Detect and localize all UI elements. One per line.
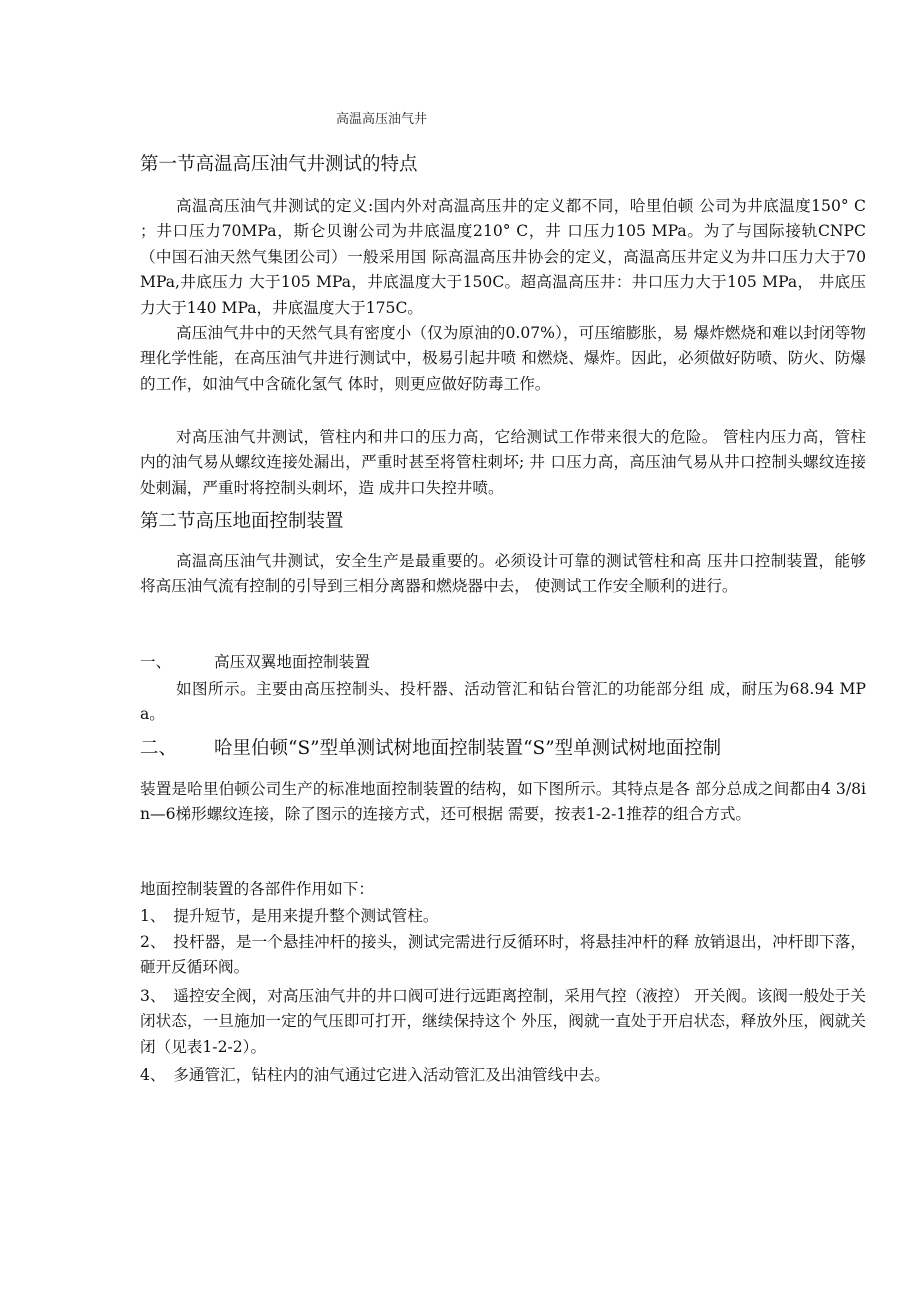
section1-heading: 第一节高温高压油气井测试的特点 <box>140 154 418 175</box>
subsection2-number: 二、 <box>140 738 178 759</box>
component-item-2-number: 2、 <box>140 933 166 951</box>
component-item-3-text: 遥控安全阀，对高压油气井的井口阀可进行远距离控制，采用气控（液控） 开关阀。该阀一般处于关闭状态，一旦施加一定的气压即可打开，继续保持这个 外压，阀就一直处于开启状态，释放外压，阀就关闭（见表1-2-2）。 <box>140 987 866 1056</box>
section2-paragraph-1: 高温高压油气井测试，安全生产是最重要的。必须设计可靠的测试管柱和高 压井口控制装置，能够将高压油气流有控制的引导到三相分离器和燃烧器中去， 使测试工作安全顺利的进行。 <box>140 552 866 596</box>
component-item-1 <box>140 904 866 929</box>
subsection1-number: 一、 <box>140 653 172 671</box>
document-title: 高温高压油气井 <box>336 112 428 127</box>
section1-paragraph-3: 对高压油气井测试，管柱内和井口的压力高，它给测试工作带来很大的危险。 管柱内压力高，管柱内的油气易从螺纹连接处漏出，严重时甚至将管柱刺坏; 井 口压力高，高压油气易从井口控制头螺纹连接处刺漏，严重时将控制头刺坏，造 成井口失控井喷。 <box>140 428 866 497</box>
section1-paragraph-1: 高温高压油气井测试的定义:国内外对高温高压井的定义都不同，哈里伯顿 公司为井底温度150° C ；井口压力70MPa，斯仑贝谢公司为井底温度210° C，井 口压力105 MPa。为了与国际接轨CNPC （中国石油天然气集团公司）一般采用国 际高温高压井协会的定义，高温高压井定义为井口压力大于70 MPa,井底压力 大于105 MPa，井底温度大于150C。超高温高压井：井口压力大于105 MPa， 井底压力大于140 MPa，井底温度大于175C。 <box>140 197 866 317</box>
subsection1-title: 高压双翼地面控制装置 <box>214 653 370 671</box>
subsection2-heading <box>140 736 866 762</box>
component-item-2 <box>140 930 866 981</box>
component-item-1-text: 提升短节，是用来提升整个测试管柱。 <box>173 907 439 925</box>
subsection2-title: 哈里伯顿“S”型单测试树地面控制装置“S”型单测试树地面控制 <box>214 738 722 759</box>
section1-paragraph-2: 高压油气井中的天然气具有密度小（仅为原油的0.07%），可压缩膨胀，易 爆炸燃烧和难以封闭等物理化学性能，在高压油气井进行测试中，极易引起井喷 和燃烧、爆炸。因此，必须做好防喷、防火、防爆的工作，如油气中含硫化氢气 体时，则更应做好防毒工作。 <box>140 324 866 393</box>
component-item-3-number: 3、 <box>140 987 166 1005</box>
subsection1-text: 如图所示。主要由高压控制头、投杆器、活动管汇和钻台管汇的功能部分组 成，耐压为68.94 MPa。 <box>140 680 866 724</box>
component-item-4-text: 多通管汇，钻柱内的油气通过它进入活动管汇及出油管线中去。 <box>173 1066 610 1084</box>
component-item-1-number: 1、 <box>140 907 166 925</box>
section2-heading: 第二节高压地面控制装置 <box>140 511 344 532</box>
component-item-4-number: 4、 <box>140 1066 166 1084</box>
components-intro: 地面控制装置的各部件作用如下： <box>140 880 374 898</box>
component-item-3 <box>140 984 866 1060</box>
component-item-4 <box>140 1063 866 1088</box>
subsection2-text: 装置是哈里伯顿公司生产的标准地面控制装置的结构，如下图所示。其特点是各 部分总成之间都由4 3/8in—6梯形螺纹连接，除了图示的连接方式，还可根据 需要，按表1-2-1推荐的组合方式。 <box>140 780 866 824</box>
subsection1-heading <box>140 650 866 675</box>
component-item-2-text: 投杆器，是一个悬挂冲杆的接头，测试完需进行反循环时，将悬挂冲杆的释 放销退出，冲杆即下落，砸开反循环阀。 <box>140 933 866 977</box>
